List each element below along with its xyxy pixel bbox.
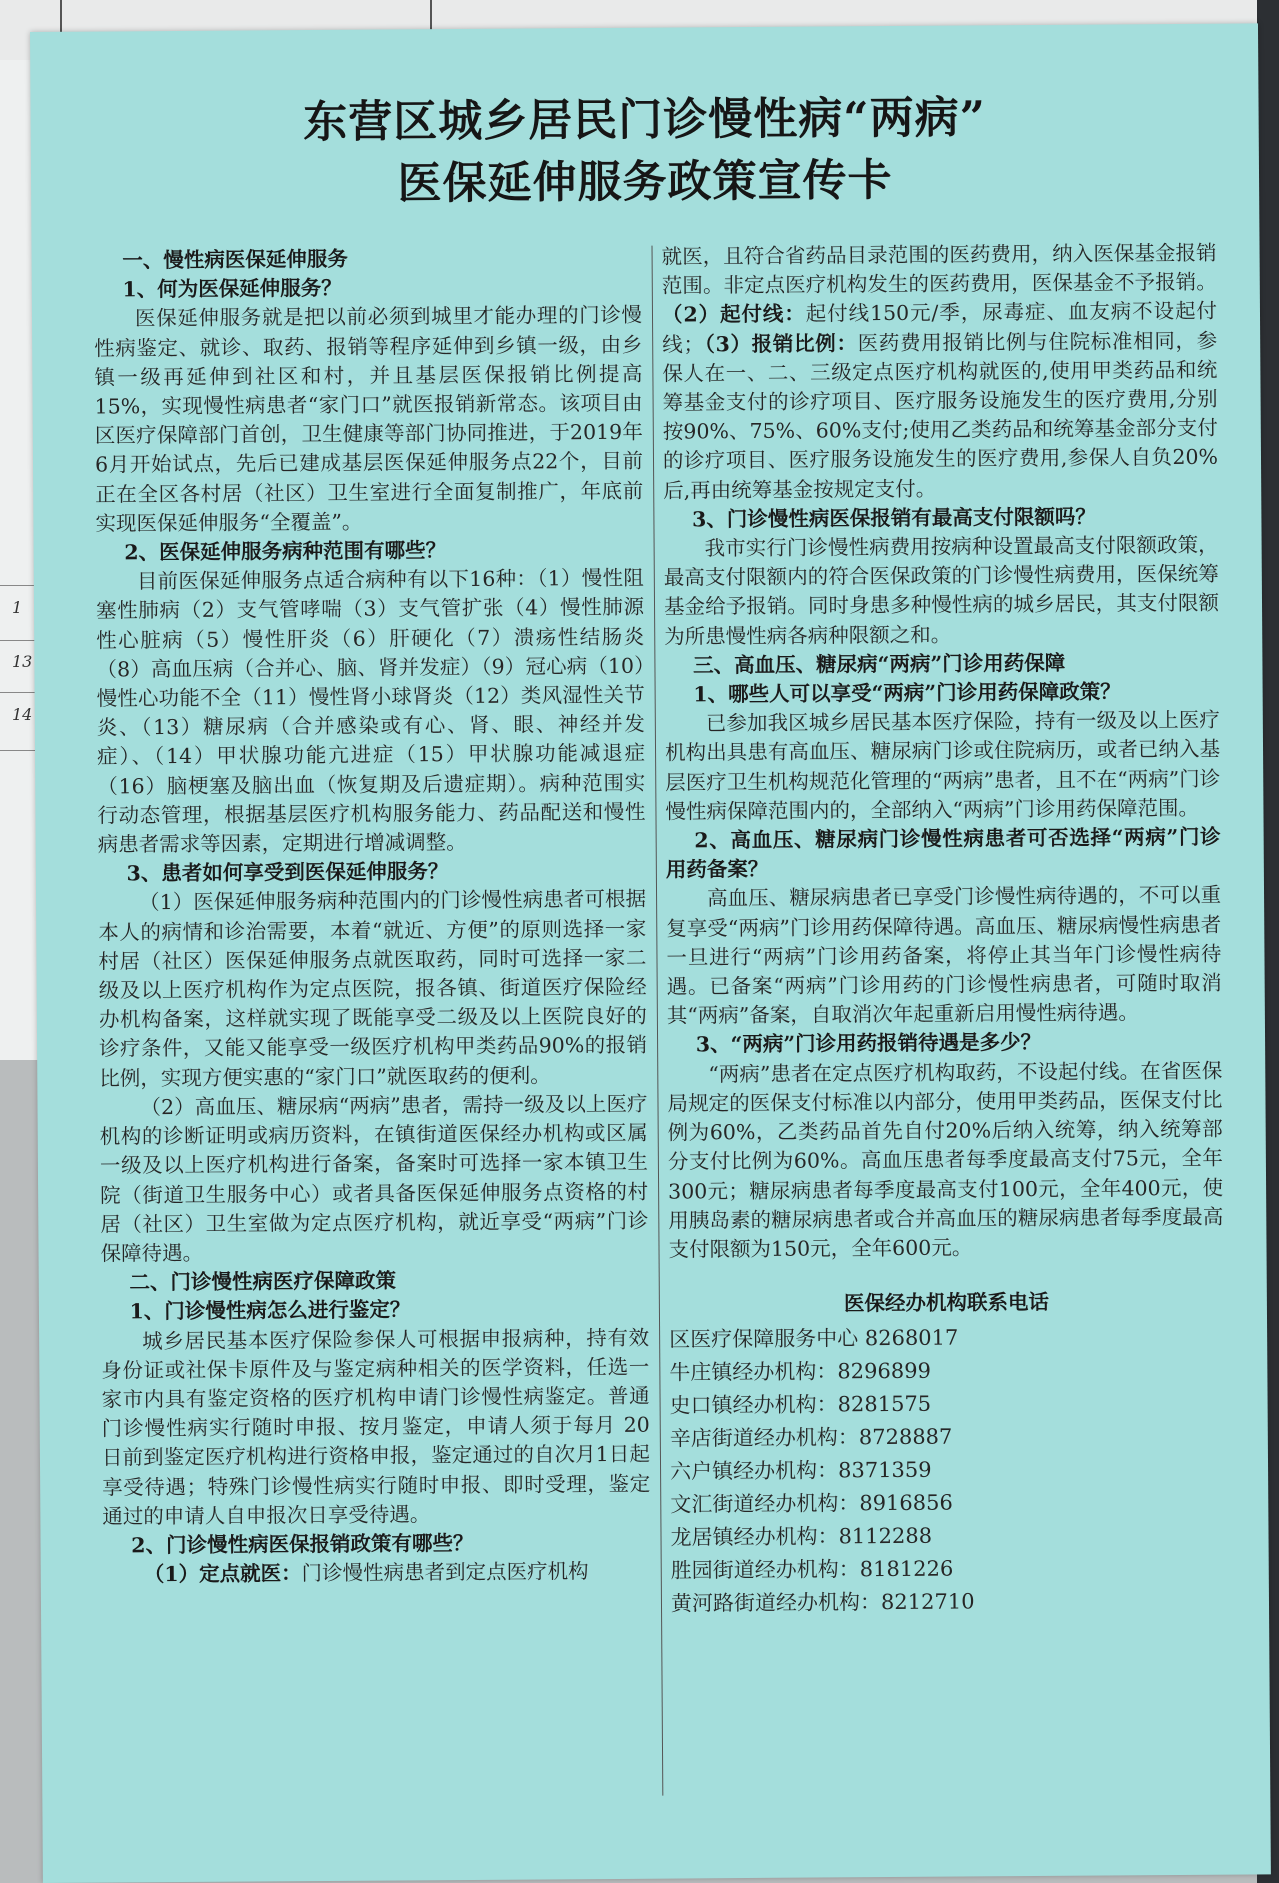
contact-line: 牛庄镇经办机构：8296899 <box>669 1359 931 1385</box>
contact-line: 区医疗保障服务中心 8268017 <box>669 1325 959 1352</box>
card-title <box>30 85 1259 218</box>
question-heading: 2、高血压、糖尿病门诊慢性病患者可否选择“两病”门诊用药备案？ <box>665 824 1221 882</box>
paragraph: 医保延伸服务就是把以前必须到城里才能办理的门诊慢性病鉴定、就诊、取药、报销等程序延伸到乡镇一级，由乡镇一级再延伸到社区和村，并且基层医保报销比例提高15%，实现慢性病患者“家门口”就医报销新常态。该项目由区医疗保障部门首创，卫生健康等部门协同推进，于2019年6月开始试点，先后已建成基层医保延伸服务点22个，目前正在全区各村居（社区）卫生室进行全面复制推广，年底前实现医保延伸服务“全覆盖”。 <box>94 303 644 536</box>
paragraph: 目前医保延伸服务点适合病种有以下16种：（1）慢性阻塞性肺病（2）支气管哮喘（3）支气管扩张（4）慢性肺源性心脏病（5）慢性肝炎（6）肝硬化（7）溃疡性结肠炎（8）高血压病（合并心、脑、肾并发症）（9）冠心病（10）慢性心功能不全（11）慢性肾小球肾炎（12）类风湿性关节炎、（13）糖尿病（合并感染或有心、肾、眼、神经并发症）、（14）甲状腺功能亢进症（15）甲状腺功能减退症（16）脑梗塞及脑出血（恢复期及后遗症期）。病种范围实行动态管理，根据基层医疗机构服务能力、药品配送和慢性病患者需求等因素，定期进行增减调整。 <box>95 565 646 857</box>
contacts-list <box>669 1320 1226 1621</box>
question-heading: 3、门诊慢性病医保报销有最高支付限额吗？ <box>692 504 1096 532</box>
paragraph-text: 医药费用报销比例与住院标准相同，参保人在一、二、三级定点医疗机构就医的,使用甲类药品和统筹基金支付的诊疗项目、医疗服务设施发生的医疗费用,分别按90%、75%、60%支付;使用乙类药品和统筹基金部分支付的诊疗项目、医疗服务设施发生的医疗费用,参保人自负20%后,再由统筹基金按规定支付。 <box>662 328 1219 503</box>
keyword: （2）起付线： <box>661 301 806 328</box>
paragraph <box>661 239 1218 506</box>
question-heading: 3、“两病”门诊用药报销待遇是多少？ <box>695 1030 1042 1057</box>
paragraph: （2）高血压、糖尿病“两病”患者，需持一级及以上医疗机构的诊断证明或病历资料，在镇街道医保经办机构或区属一级及以上医疗机构进行备案，备案时可选择一家本镇卫生院（街道卫生服务中心）或者具备医保延伸服务点资格的村居（社区）卫生室做为定点医疗机构，就近享受“两病”门诊保障待遇。 <box>99 1091 649 1266</box>
paragraph: （1）医保延伸服务病种范围内的门诊慢性病患者可根据本人的病情和诊治需要，本着“就近、方便”的原则选择一家村居（社区）医保延伸服务点就医取药，同时可选择一家二级及以上医疗机构作为定点医院，报各镇、街道医疗保险经办机构备案，这样就实现了既能享受二级及以上医院良好的诊疗条件，又能又能享受一级医疗机构甲类药品90%的报销比例，实现方便实惠的“家门口”就医取药的便利。 <box>98 887 648 1091</box>
contact-line: 文汇街道经办机构：8916856 <box>670 1490 953 1517</box>
contacts-title: 医保经办机构联系电话 <box>843 1290 1049 1316</box>
title-line-1: 东营区城乡居民门诊慢性病“两病” <box>303 92 987 149</box>
paragraph: 城乡居民基本医疗保险参保人可根据申报病种，持有效身份证或社保卡原件及与鉴定病种相关的医学资料，任选一家市内具有鉴定资格的医疗机构申请门诊慢性病鉴定。普通门诊慢性病实行随时申报、按月鉴定，申请人须于每月 20 日前到鉴定医疗机构进行资格申报，鉴定通过的自次月1日起享受待遇；特殊门诊慢性病实行随时申报、即时受理，鉴定通过的申请人自申报次日享受待遇。 <box>101 1325 651 1529</box>
question-heading: 3、患者如何享受到医保延伸服务？ <box>126 859 449 886</box>
question-heading: 2、门诊慢性病医保报销政策有哪些？ <box>131 1530 474 1558</box>
question-heading: 1、何为医保延伸服务？ <box>122 276 342 302</box>
contact-line: 胜园街道经办机构：8181226 <box>670 1556 954 1583</box>
left-column <box>93 243 650 1590</box>
section-heading: 三、高血压、糖尿病“两病”门诊用药保障 <box>693 650 1066 678</box>
column-divider <box>652 246 664 1796</box>
paragraph-text: 起付线150元/季，尿毒症、血友病不设起付线； <box>662 299 1218 357</box>
right-column <box>661 239 1226 1621</box>
contact-line: 史口镇经办机构：8281575 <box>669 1392 932 1418</box>
contact-line: 黄河路街道经办机构：8212710 <box>670 1589 975 1616</box>
contact-line: 六户镇经办机构：8371359 <box>669 1458 932 1484</box>
contact-line: 龙居镇经办机构：8112288 <box>670 1524 933 1550</box>
question-heading: 2、医保延伸服务病种范围有哪些？ <box>124 538 447 565</box>
margin-number: 14 <box>12 705 33 724</box>
paragraph: 高血压、糖尿病患者已享受门诊慢性病待遇的，不可以重复享受“两病”门诊用药保障待遇。高血压、糖尿病慢性病患者一旦进行“两病”门诊用药备案，将停止其当年门诊慢性病待遇。已备案“两病”门诊用药的门诊慢性病患者，可随时取消其“两病”备案，自取消次年起重新启用慢性病待遇。 <box>666 883 1222 1028</box>
margin-number: 1 <box>12 598 23 617</box>
question-heading: 1、门诊慢性病怎么进行鉴定？ <box>129 1297 411 1324</box>
paragraph-text: 就医，且符合省药品目录范围的医药费用，纳入医保基金报销范围。非定点医疗机构发生的医药费用，医保基金不予报销。 <box>661 240 1217 298</box>
policy-card <box>30 23 1271 1883</box>
paragraph <box>103 1557 651 1590</box>
section-heading: 一、慢性病医保延伸服务 <box>122 246 348 273</box>
margin-number: 13 <box>12 652 33 671</box>
paragraph: 已参加我区城乡居民基本医疗保险，持有一级及以上医疗机构出具患有高血压、糖尿病门诊或住院病历，或者已纳入基层医疗卫生机构规范化管理的“两病”患者，且不在“两病”门诊慢性病保障范围内的，全部纳入“两病”门诊用药保障范围。 <box>664 707 1221 824</box>
paragraph-text: 门诊慢性病患者到定点医疗机构 <box>301 1559 589 1586</box>
contact-line: 辛店街道经办机构：8728887 <box>669 1424 953 1451</box>
table-rule <box>0 750 40 751</box>
section-heading: 二、门诊慢性病医疗保障政策 <box>129 1268 396 1295</box>
title-line-2: 医保延伸服务政策宣传卡 <box>397 154 893 210</box>
keyword: （3）报销比例： <box>703 330 858 356</box>
question-heading: 1、哪些人可以享受“两病”门诊用药保障政策？ <box>693 679 1121 707</box>
keyword: （1）定点就医： <box>143 1561 302 1587</box>
paragraph: “两病”患者在定点医疗机构取药，不设起付线。在省医保局规定的医保支付标准以内部分，使用甲类药品，医保支付比例为60%，乙类药品首先自付20%后纳入统筹，纳入统筹部分支付比例为60%。高血压患者每季度最高支付75元，全年300元；糖尿病患者每季度最高支付100元，全年400元，使用胰岛素的糖尿病患者或合并高血压的糖尿病患者每季度最高支付限额为150元，全年600元。 <box>667 1058 1224 1262</box>
paragraph: 我市实行门诊慢性病费用按病种设置最高支付限额政策，最高支付限额内的符合医保政策的门诊慢性病费用，医保统筹基金给予报销。同时身患多种慢性病的城乡居民，其支付限额为所患慢性病各病种限额之和。 <box>663 532 1220 649</box>
